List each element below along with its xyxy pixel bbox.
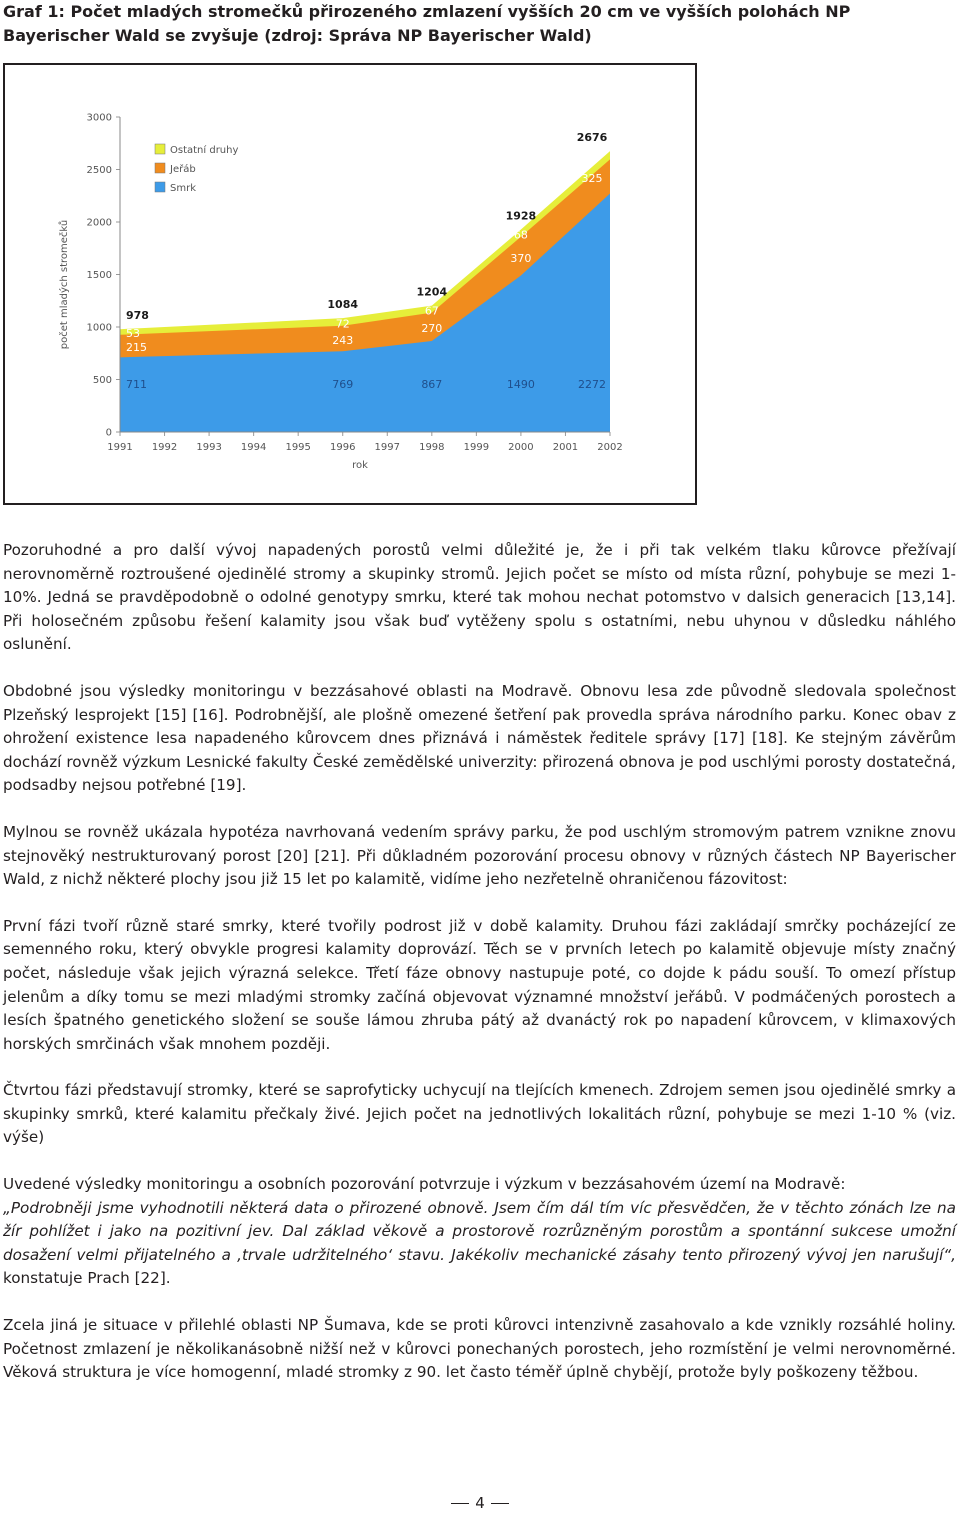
data-label-smrk: 1490: [506, 378, 535, 391]
data-label-jerab: 370: [510, 252, 532, 266]
legend-label: Jeřáb: [170, 164, 196, 175]
page-number: [440, 1494, 520, 1512]
data-label-total: 1928: [505, 209, 537, 223]
x-tick-label: 1993: [196, 442, 222, 453]
data-label-ostatni: 78: [585, 151, 599, 165]
page-dash-right: [491, 1503, 509, 1504]
figure-caption: Graf 1: Počet mladých stromečků přirozeného zmlazení vyšších 20 cm ve vyšších polohách NP Bayerischer Wald se zvyšuje (zdroj: Správa NP Bayerischer Wald): [3, 2, 851, 45]
data-label-jerab: 215: [126, 341, 147, 355]
article-body: [3, 539, 956, 1408]
x-tick-label: 2001: [552, 442, 579, 453]
data-label-smrk: 769: [332, 378, 354, 391]
quote-outro: konstatuje Prach [22].: [3, 1269, 171, 1288]
page-number-value: 4: [475, 1494, 485, 1512]
paragraph-2: Obdobné jsou výsledky monitoringu v bezzásahové oblasti na Modravě. Obnovu lesa zde původně sledovala společnost Plzeňský lesprojekt [15] [16]. Podrobnější, ale plošně omezené šetření pak provedla správa národního parku. Konec obav z ohrožení existence lesa napadeného kůrovcem dnes přiznává i náměstek ředitele správy [17] [18]. Ke stejným závěrům dochází rovněž výzkum Lesnické fakulty České zemědělské univerzity: přirozená obnova je pod uschlými porosty dostatečná, podsadby nejsou potřebné [19].: [3, 681, 956, 795]
data-label-ostatni: 67: [424, 304, 439, 318]
x-tick-label: 1991: [107, 442, 133, 453]
x-tick-label: 1995: [285, 442, 311, 453]
data-label-ostatni: 72: [335, 317, 350, 331]
x-tick-label: 1998: [419, 442, 445, 453]
data-label-total: 1084: [327, 298, 359, 312]
y-tick-label: 0: [105, 427, 112, 439]
data-label-jerab: 243: [332, 333, 354, 347]
paragraph-5: Čtvrtou fázi představují stromky, které se saprofyticky uchycují na tlejících kmenech. Zdrojem semen jsou ojedinělé smrky a skupinky smrků, které kalamitu přečkaly živé. Jejich počet na jednotlivých lokalitách různí, pohybuje se mezi 1-10 % (viz. výše): [3, 1081, 956, 1147]
y-tick-label: 500: [92, 375, 112, 386]
paragraph-4: První fázi tvoří různě staré smrky, které tvořily podrost již v době kalamity. Druhou fázi zakládají smrčky pocházející ze semenného roku, který obvykle progresi kalamity doprovází. Těch se v prvních letech po kalamitě objevuje místy značný počet, následuje však jejich výrazná selekce. Třetí fáze obnovy nastupuje poté, co dojde k pádu souší. To omezí přístup jelenům a díky tomu se mezi mladými stromky začíná objevovat významné množství jeřábů. V podmáčených porostech a lesích špatného genetického složení se souše lámou zhruba pátý až dvanáctý rok po napadení kůrovcem, v klimaxových horských smrčinách však mnohem později.: [3, 916, 956, 1053]
paragraph-1: Pozoruhodné a pro další vývoj napadených porostů velmi důležité je, že i při tak velkém tlaku kůrovce přežívají nerovnoměrně roztroušené ojedinělé stromy a skupinky stromů. Jejich počet se místo od místa různí, pohybuje se mezi 1-10%. Jedná se pravděpodobně o odolné genotypy smrku, které tak mohou nechat potomstvo v dalsich generacich [13,14]. Při holosečném způsobu řešení kalamity jsou však buď vytěženy spolu s ostatními, nebu uhynou v důsledku náhlého oslunění.: [3, 541, 956, 654]
legend-swatch: [155, 163, 165, 173]
legend-swatch: [155, 144, 165, 154]
y-tick-label: 1000: [86, 322, 112, 334]
y-tick-label: 2000: [86, 217, 112, 229]
legend-label: Smrk: [170, 183, 196, 194]
page-dash-left: [451, 1503, 469, 1504]
quote-intro: Uvedené výsledky monitoringu a osobních pozorování potvrzuje i výzkum v bezzásahovém území na Modravě:: [3, 1175, 846, 1194]
paragraph-7: Zcela jiná je situace v přilehlé oblasti NP Šumava, kde se proti kůrovci intenzivně zasahovalo a kde vznikly rozsáhlé holiny. Početnost zmlazení je několikanásobně nižší než v kůrovci ponechaných porostech, jeho rozmístění je velmi nerovnoměrné. Věková struktura je více homogenní, mladé stromky z 90. let často téměř úplně chybějí, protože byly poškozeny těžbou.: [3, 1316, 956, 1382]
data-label-smrk: 2272: [578, 378, 606, 391]
data-label-ostatni: 68: [513, 228, 528, 242]
data-label-ostatni: 53: [126, 326, 140, 340]
x-tick-label: 2002: [597, 442, 623, 453]
y-tick-label: 1500: [86, 270, 112, 281]
data-label-smrk: 867: [421, 378, 443, 391]
data-label-jerab: 270: [421, 322, 443, 336]
data-label-jerab: 325: [581, 172, 603, 186]
x-tick-label: 1997: [374, 442, 400, 453]
paragraph-6-quote: [3, 1173, 956, 1291]
y-axis-title: počet mladých stromečků: [59, 219, 70, 350]
legend-swatch: [155, 182, 165, 192]
y-tick-label: 2500: [86, 165, 112, 176]
data-label-smrk: 711: [126, 378, 147, 391]
x-tick-label: 1994: [240, 442, 267, 453]
paragraph-3: Mylnou se rovněž ukázala hypotéza navrhovaná vedením správy parku, že pod uschlým stromovým patrem vznikne znovu stejnověký nestrukturovaný porost [20] [21]. Při důkladném pozorování procesu obnovy v různých částech NP Bayerischer Wald, z nichž některé plochy jsou již 15 let po kalamitě, vidíme jeho nezřetelně ohraničenou fázovitost:: [3, 822, 956, 889]
y-tick-label: 3000: [86, 112, 112, 124]
quote-text: „Podrobněji jsme vyhodnotili některá data o přirozené obnově. Jsem čím dál tím víc přesvědčen, že v těchto zónách lze na žír pohlížet i jako na pozitivní jev. Dal základ věkově a prostorově rozrůzněným porostům a spontánní sukcese umožní dosažení velmi přijatelného a ‚trvale udržitelného‘ stavu. Jakékoliv mechanické zásahy tento přirozený vývoj jen narušují“,: [3, 1198, 956, 1264]
x-tick-label: 2000: [508, 442, 534, 453]
data-label-total: 1204: [416, 285, 448, 299]
data-label-total: 978: [126, 309, 149, 323]
data-label-total: 2676: [576, 131, 608, 145]
chart-frame: [3, 63, 697, 505]
x-tick-label: 1992: [151, 442, 178, 453]
legend-label: Ostatní druhy: [170, 145, 239, 156]
x-tick-label: 1996: [330, 442, 356, 453]
stacked-area-chart: [5, 65, 695, 503]
x-tick-label: 1999: [463, 442, 490, 453]
x-axis-title: rok: [352, 460, 368, 471]
